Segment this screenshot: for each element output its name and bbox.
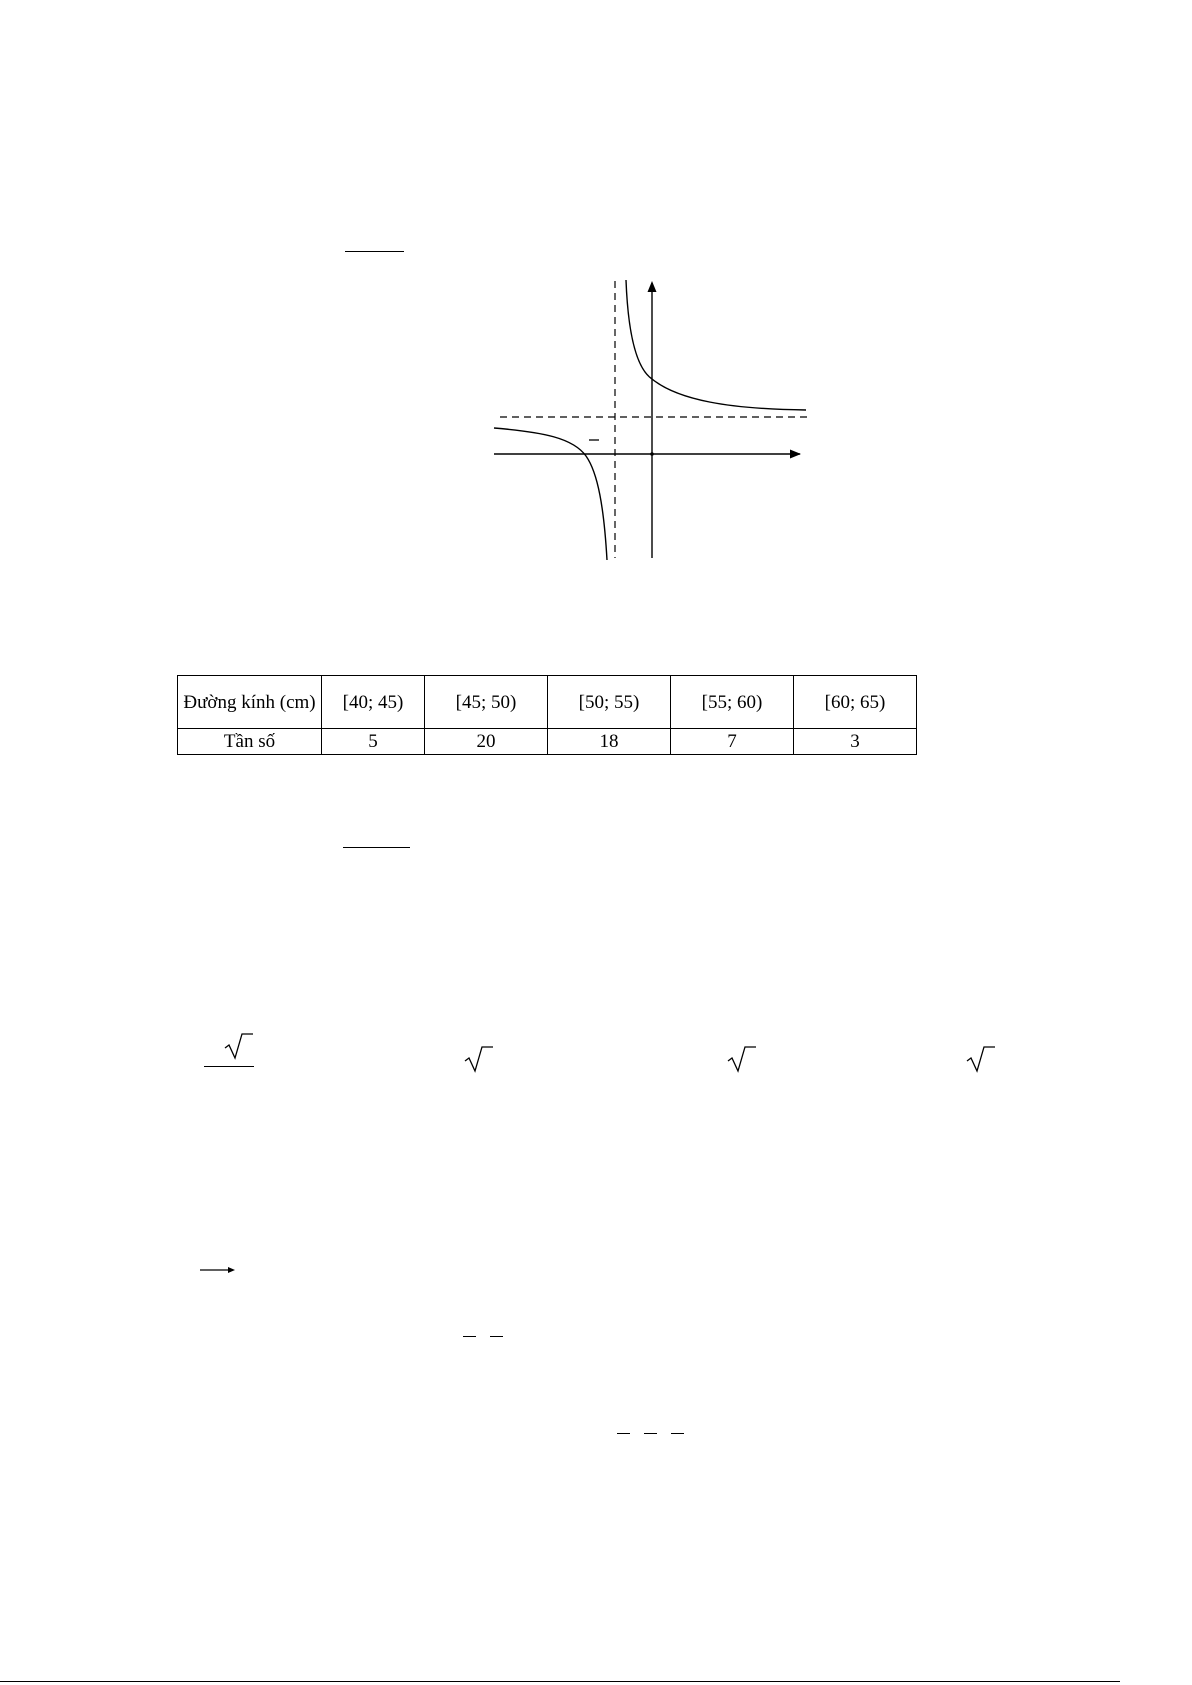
- table-row: [178, 729, 917, 755]
- freq-label-cell: Tần số: [178, 729, 322, 755]
- x-axis-arrow: [790, 450, 801, 459]
- fraction-bar: [345, 251, 404, 252]
- sqrt-symbol: [727, 1046, 757, 1074]
- table-row: [178, 676, 917, 729]
- y-axis-arrow: [648, 281, 657, 292]
- footer-rule: [0, 1681, 1120, 1682]
- sqrt-symbol: [224, 1033, 254, 1061]
- origin-point: [650, 452, 654, 456]
- fraction-bar: [343, 847, 410, 848]
- vector-arrow: [200, 1262, 236, 1280]
- right-branch: [626, 280, 806, 410]
- frequency-table: [177, 675, 917, 755]
- sqrt-symbol: [464, 1046, 494, 1074]
- interval-cell: [40; 45): [322, 676, 425, 729]
- fraction-bar: [204, 1066, 254, 1067]
- minus-mark: [644, 1433, 657, 1434]
- hyperbola-graph: [488, 278, 818, 568]
- freq-cell: 20: [425, 729, 548, 755]
- interval-cell: [50; 55): [548, 676, 671, 729]
- graph-svg: [488, 278, 818, 563]
- left-branch: [494, 428, 607, 560]
- freq-cell: 5: [322, 729, 425, 755]
- minus-mark: [617, 1433, 630, 1434]
- freq-cell: 18: [548, 729, 671, 755]
- freq-cell: 3: [794, 729, 917, 755]
- minus-mark: [490, 1336, 503, 1337]
- minus-mark: [671, 1433, 684, 1434]
- interval-cell: [55; 60): [671, 676, 794, 729]
- interval-cell: [45; 50): [425, 676, 548, 729]
- freq-cell: 7: [671, 729, 794, 755]
- header-label-cell: Đường kính (cm): [178, 676, 322, 729]
- minus-mark: [463, 1336, 476, 1337]
- sqrt-symbol: [966, 1046, 996, 1074]
- interval-cell: [60; 65): [794, 676, 917, 729]
